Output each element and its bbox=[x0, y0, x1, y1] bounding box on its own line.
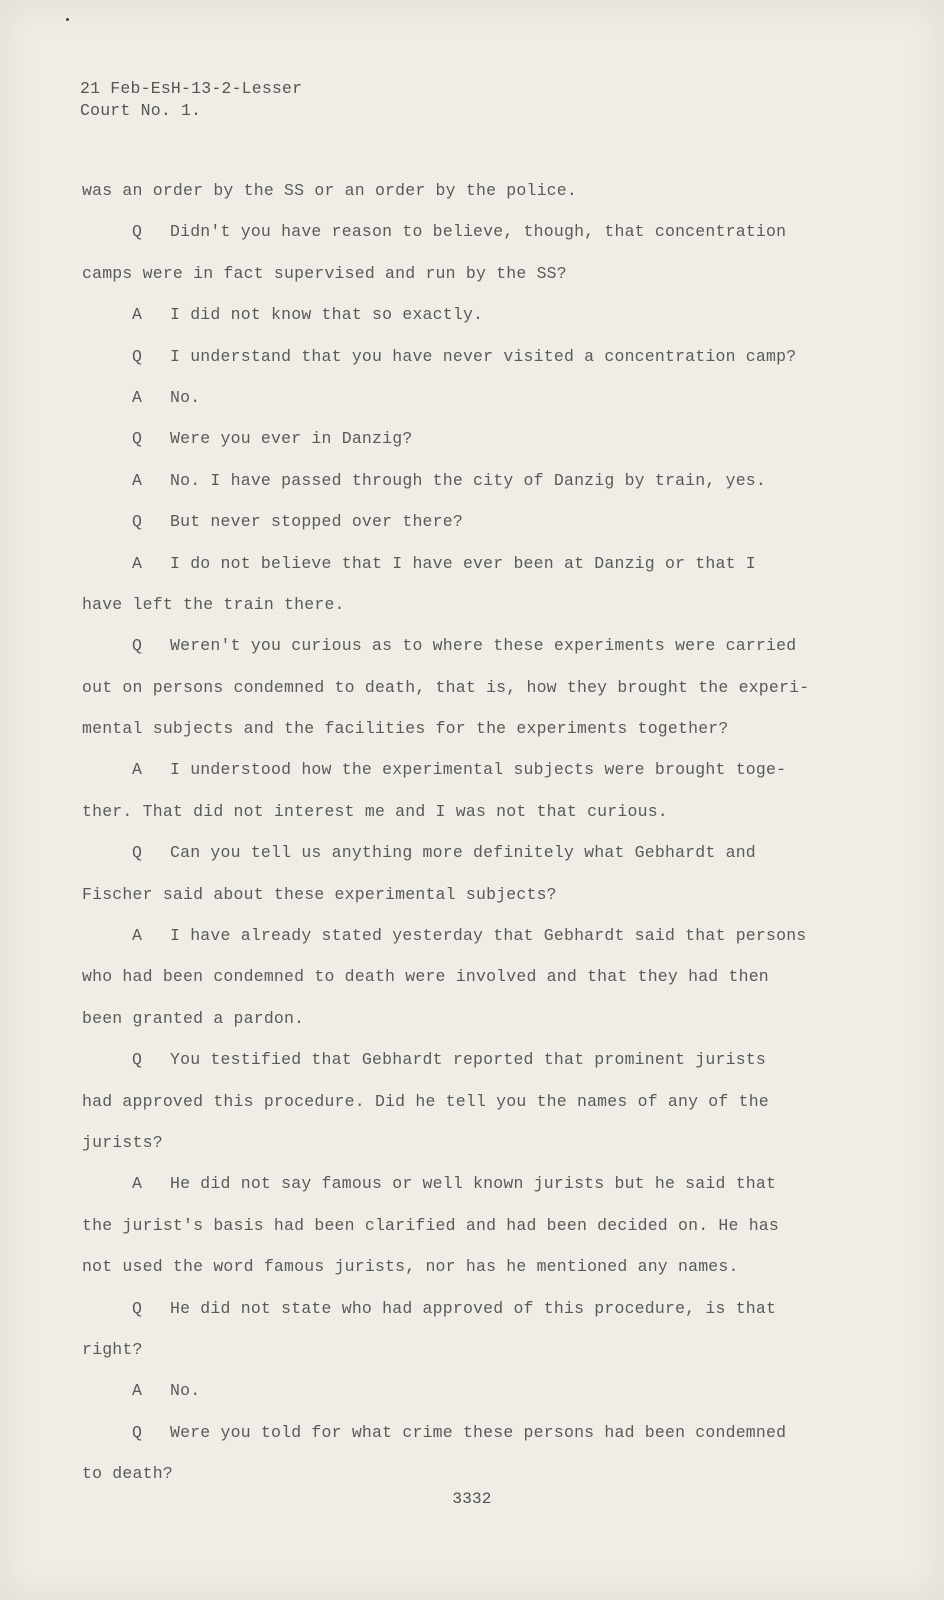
document-header bbox=[80, 78, 302, 122]
line-text: I understand that you have never visited a concentration camp? bbox=[170, 346, 797, 366]
line-text: had approved this procedure. Did he tell you the names of any of the bbox=[82, 1091, 769, 1111]
line-text: Fischer said about these experimental subjects? bbox=[82, 884, 557, 904]
speaker-marker: A bbox=[132, 305, 143, 325]
line-text: I understood how the experimental subjects were brought toge- bbox=[170, 760, 787, 780]
transcript-line bbox=[82, 880, 862, 921]
transcript-line bbox=[82, 424, 862, 465]
transcript-line bbox=[82, 921, 862, 962]
line-text: jurists? bbox=[82, 1132, 163, 1152]
transcript-line bbox=[82, 1252, 862, 1293]
transcript-line bbox=[82, 259, 862, 300]
line-text: No. I have passed through the city of Danzig by train, yes. bbox=[170, 470, 766, 490]
line-text: not used the word famous jurists, nor has he mentioned any names. bbox=[82, 1257, 739, 1277]
line-text: ther. That did not interest me and I was not that curious. bbox=[82, 801, 668, 821]
line-text: I have already stated yesterday that Gebhardt said that persons bbox=[170, 926, 807, 946]
line-text: Didn't you have reason to believe, though, that concentration bbox=[170, 222, 787, 242]
speaker-marker: A bbox=[132, 1174, 143, 1194]
transcript-line bbox=[82, 300, 862, 341]
line-text: camps were in fact supervised and run by the SS? bbox=[82, 263, 567, 283]
speaker-marker: A bbox=[132, 926, 143, 946]
speaker-marker: Q bbox=[132, 1422, 143, 1442]
transcript-line bbox=[82, 1045, 862, 1086]
ink-speck bbox=[66, 18, 69, 21]
line-text: to death? bbox=[82, 1464, 173, 1484]
line-text: mental subjects and the facilities for the experiments together? bbox=[82, 719, 729, 739]
transcript-line bbox=[82, 1169, 862, 1210]
transcript-line bbox=[82, 673, 862, 714]
speaker-marker: A bbox=[132, 553, 143, 573]
speaker-marker: Q bbox=[132, 429, 143, 449]
line-text: But never stopped over there? bbox=[170, 512, 463, 532]
transcript-line bbox=[82, 590, 862, 631]
speaker-marker: A bbox=[132, 760, 143, 780]
page-number: 3332 bbox=[452, 1490, 492, 1508]
line-text: Can you tell us anything more definitely what Gebhardt and bbox=[170, 843, 756, 863]
transcript-line bbox=[82, 1128, 862, 1169]
line-text: I did not know that so exactly. bbox=[170, 305, 484, 325]
speaker-marker: Q bbox=[132, 843, 143, 863]
speaker-marker: Q bbox=[132, 346, 143, 366]
line-text: No. bbox=[170, 387, 201, 407]
speaker-marker: Q bbox=[132, 512, 143, 532]
line-text: out on persons condemned to death, that is, how they brought the experi- bbox=[82, 677, 810, 697]
line-text: No. bbox=[170, 1381, 201, 1401]
transcript-line bbox=[82, 1087, 862, 1128]
transcript-line bbox=[82, 549, 862, 590]
speaker-marker: A bbox=[132, 1381, 143, 1401]
line-text: have left the train there. bbox=[82, 594, 345, 614]
transcript-line bbox=[82, 176, 862, 217]
transcript-line bbox=[82, 1376, 862, 1417]
line-text: He did not say famous or well known jurists but he said that bbox=[170, 1174, 777, 1194]
line-text: who had been condemned to death were involved and that they had then bbox=[82, 967, 769, 987]
transcript-line bbox=[82, 714, 862, 755]
transcript-line bbox=[82, 755, 862, 796]
speaker-marker: Q bbox=[132, 222, 143, 242]
speaker-marker: Q bbox=[132, 1050, 143, 1070]
line-text: right? bbox=[82, 1339, 143, 1359]
transcript-line bbox=[82, 631, 862, 672]
transcript-line bbox=[82, 1211, 862, 1252]
line-text: Were you ever in Danzig? bbox=[170, 429, 413, 449]
transcript-line bbox=[82, 797, 862, 838]
speaker-marker: A bbox=[132, 470, 143, 490]
line-text: I do not believe that I have ever been at Danzig or that I bbox=[170, 553, 756, 573]
transcript-line bbox=[82, 383, 862, 424]
transcript-body bbox=[82, 176, 862, 1501]
line-text: You testified that Gebhardt reported that prominent jurists bbox=[170, 1050, 766, 1070]
speaker-marker: A bbox=[132, 387, 143, 407]
line-text: Weren't you curious as to where these experiments were carried bbox=[170, 636, 797, 656]
header-line-2: Court No. 1. bbox=[80, 101, 202, 120]
line-text: been granted a pardon. bbox=[82, 1008, 305, 1028]
transcript-line bbox=[82, 1294, 862, 1335]
line-text: He did not state who had approved of this procedure, is that bbox=[170, 1298, 777, 1318]
header-line-1: 21 Feb-EsH-13-2-Lesser bbox=[80, 79, 303, 98]
transcript-line bbox=[82, 342, 862, 383]
line-text: the jurist's basis had been clarified and had been decided on. He has bbox=[82, 1215, 780, 1235]
transcript-line bbox=[82, 962, 862, 1003]
line-text: was an order by the SS or an order by the police. bbox=[82, 181, 577, 200]
transcript-line bbox=[82, 217, 862, 258]
transcript-line bbox=[82, 1335, 862, 1376]
transcript-line bbox=[82, 507, 862, 548]
transcript-line bbox=[82, 466, 862, 507]
speaker-marker: Q bbox=[132, 636, 143, 656]
transcript-line bbox=[82, 838, 862, 879]
transcript-line bbox=[82, 1418, 862, 1459]
line-text: Were you told for what crime these persons had been condemned bbox=[170, 1422, 787, 1442]
speaker-marker: Q bbox=[132, 1298, 143, 1318]
transcript-line bbox=[82, 1004, 862, 1045]
